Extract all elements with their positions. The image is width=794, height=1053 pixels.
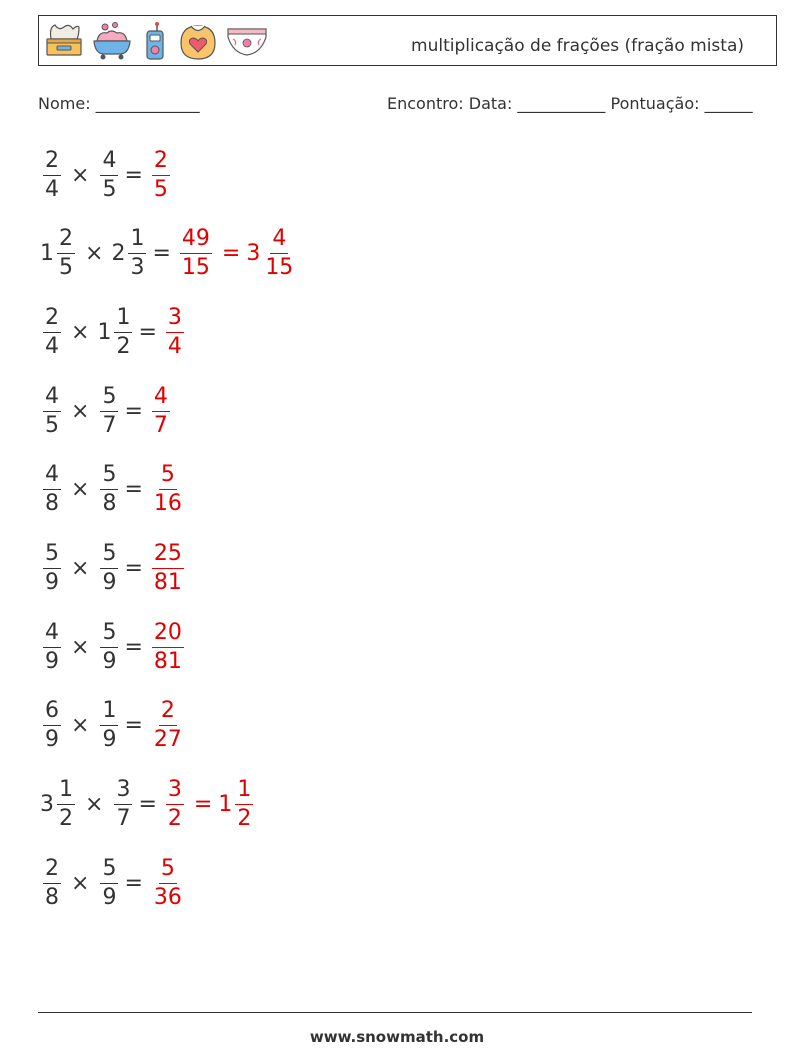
operand-a-group [40, 779, 77, 830]
operand-b-denominator: 5 [102, 176, 117, 202]
tissue-box-icon [43, 21, 85, 61]
answer-equals-sign: = [221, 241, 241, 267]
problem-row [40, 297, 186, 367]
operand-b-fraction [100, 543, 118, 594]
operand-a-numerator: 6 [43, 700, 61, 726]
operand-b-group [97, 147, 120, 202]
answer-denominator: 4 [167, 333, 182, 359]
operand-b-group [111, 779, 134, 830]
answer-mixed-denominator: 15 [265, 255, 294, 281]
operand-b-denominator: 9 [102, 884, 117, 910]
operand-a-denominator: 4 [45, 333, 59, 359]
operand-a-numerator: 2 [43, 307, 61, 333]
problem-row [40, 848, 186, 918]
operand-a-fraction [43, 619, 61, 674]
answer-fraction [152, 383, 170, 438]
operand-b-numerator: 5 [100, 858, 118, 884]
operand-b-denominator: 7 [116, 806, 131, 832]
answer-group [177, 228, 214, 279]
operand-b-fraction [100, 464, 118, 515]
answer-numerator: 3 [166, 779, 184, 805]
answer-numerator: 49 [180, 228, 212, 254]
answer-group [163, 304, 186, 359]
times-sign: × [71, 477, 90, 503]
operand-b-denominator: 9 [102, 570, 117, 595]
problem-row [40, 140, 172, 210]
operand-a-numerator: 4 [43, 622, 61, 648]
operand-b-numerator: 3 [114, 779, 132, 805]
answer-group [149, 855, 186, 910]
operand-a-denominator: 2 [59, 806, 73, 832]
times-sign: × [71, 319, 90, 345]
footer-divider [38, 1012, 752, 1013]
operand-a-whole: 1 [40, 241, 54, 267]
operand-b-group [97, 543, 120, 594]
diaper-icon [225, 21, 269, 61]
operand-a-fraction [43, 700, 61, 751]
operand-a-group [40, 855, 63, 910]
baby-bath-icon [91, 21, 133, 61]
operand-a-numerator: 5 [43, 543, 61, 569]
answer-mixed-numerator: 4 [270, 228, 288, 254]
operand-b-group [97, 700, 120, 751]
answer-group [149, 383, 172, 438]
answer-numerator: 20 [152, 622, 184, 648]
operand-b-group [111, 228, 148, 279]
operand-a-denominator: 9 [45, 648, 59, 674]
operand-a-numerator: 2 [43, 858, 61, 884]
operand-b-group [97, 619, 120, 674]
answer-denominator: 81 [153, 648, 182, 674]
operand-b-group [97, 304, 134, 359]
answer-numerator: 5 [159, 858, 177, 884]
answer-fraction [152, 855, 184, 910]
operand-a-denominator: 5 [45, 412, 59, 438]
operand-a-fraction [57, 779, 75, 830]
operand-b-fraction [100, 855, 118, 910]
answer-mixed-whole: 3 [246, 241, 261, 267]
operand-a-group [40, 619, 63, 674]
equals-sign: = [152, 241, 171, 267]
times-sign: × [85, 792, 104, 818]
baby-bib-icon [177, 21, 219, 61]
operand-a-numerator: 1 [57, 779, 75, 805]
operand-b-group [97, 383, 120, 438]
operand-a-fraction [43, 147, 61, 202]
operand-a-group [40, 383, 63, 438]
operand-a-denominator: 9 [45, 727, 59, 753]
worksheet-header [38, 15, 777, 66]
answer-numerator: 2 [152, 150, 170, 176]
operand-b-fraction [114, 779, 132, 830]
operand-b-group [97, 464, 120, 515]
operand-b-denominator: 2 [116, 333, 131, 359]
answer-denominator: 7 [153, 412, 168, 438]
answer-group [149, 147, 172, 202]
operand-a-fraction [43, 855, 61, 910]
answer-fraction [152, 147, 170, 202]
answer-mixed-whole: 1 [218, 792, 233, 818]
operand-a-group [40, 147, 63, 202]
equals-sign: = [124, 477, 143, 503]
problem-row [40, 770, 255, 840]
times-sign: × [71, 398, 90, 424]
answer-denominator: 2 [167, 806, 182, 832]
operand-a-whole: 3 [40, 792, 54, 818]
answer-mixed-group [218, 779, 255, 830]
equals-sign: = [124, 398, 143, 424]
problem-row [40, 219, 297, 289]
problem-row [40, 691, 186, 761]
operand-a-numerator: 4 [43, 386, 61, 412]
answer-denominator: 81 [153, 570, 182, 595]
operand-b-numerator: 1 [128, 228, 146, 254]
operand-a-denominator: 8 [45, 884, 59, 910]
answer-fraction [152, 464, 184, 515]
operand-a-fraction [43, 304, 61, 359]
answer-group [163, 779, 186, 830]
operand-b-numerator: 5 [100, 464, 118, 490]
equals-sign: = [124, 556, 143, 581]
operand-a-fraction [43, 543, 61, 594]
answer-denominator: 5 [153, 176, 168, 202]
equals-sign: = [124, 162, 143, 188]
worksheet-title: multiplicação de frações (fração mista) [411, 36, 744, 56]
times-sign: × [85, 241, 104, 267]
operand-b-denominator: 8 [102, 491, 117, 517]
answer-denominator: 27 [153, 727, 182, 753]
answer-group [149, 619, 186, 674]
operand-a-fraction [43, 464, 61, 515]
answer-group [149, 464, 186, 515]
answer-mixed-fraction [263, 228, 295, 279]
equals-sign: = [138, 319, 157, 345]
operand-b-whole: 1 [97, 319, 112, 345]
answer-equals-sign: = [193, 792, 213, 818]
answer-fraction [180, 228, 212, 279]
answer-fraction [152, 543, 184, 594]
answer-fraction [152, 619, 184, 674]
answer-denominator: 15 [181, 255, 210, 281]
operand-a-denominator: 9 [45, 570, 59, 595]
operand-b-whole: 2 [111, 241, 126, 267]
equals-sign: = [124, 634, 143, 660]
answer-mixed-numerator: 1 [235, 779, 253, 805]
operand-a-fraction [57, 228, 75, 279]
operand-a-group [40, 464, 63, 515]
times-sign: × [71, 870, 90, 896]
answer-numerator: 2 [159, 700, 177, 726]
times-sign: × [71, 713, 90, 739]
operand-b-numerator: 5 [100, 543, 118, 569]
operand-b-fraction [100, 700, 118, 751]
operand-a-numerator: 2 [43, 150, 61, 176]
operand-b-numerator: 1 [114, 307, 132, 333]
operand-b-denominator: 3 [130, 255, 145, 281]
date-score-label: Encontro: Data: ___________ Pontuação: ______ [387, 94, 753, 113]
answer-mixed-fraction [235, 779, 253, 830]
answer-fraction [166, 304, 184, 359]
problem-row [40, 455, 186, 525]
problem-row [40, 376, 172, 446]
answer-numerator: 5 [159, 464, 177, 490]
problem-row [40, 612, 186, 682]
baby-monitor-icon [139, 21, 171, 61]
answer-numerator: 4 [152, 386, 170, 412]
answer-denominator: 36 [153, 884, 182, 910]
operand-a-group [40, 543, 63, 594]
operand-a-group [40, 700, 63, 751]
operand-b-fraction [100, 383, 118, 438]
operand-b-numerator: 1 [100, 700, 118, 726]
operand-b-numerator: 4 [100, 150, 118, 176]
answer-denominator: 16 [153, 491, 182, 517]
operand-b-numerator: 5 [100, 386, 118, 412]
operand-a-group [40, 228, 77, 279]
answer-group [149, 543, 186, 594]
answer-fraction [152, 700, 184, 751]
operand-a-fraction [43, 383, 61, 438]
operand-b-fraction [100, 147, 118, 202]
footer-url: www.snowmath.com [309, 1028, 485, 1046]
operand-a-denominator: 8 [45, 491, 59, 517]
answer-mixed-group [246, 228, 297, 279]
problem-row [40, 534, 186, 604]
operand-a-numerator: 4 [43, 464, 61, 490]
operand-a-denominator: 5 [59, 255, 73, 281]
operand-b-fraction [114, 304, 132, 359]
operand-b-denominator: 7 [102, 412, 117, 438]
operand-b-numerator: 5 [100, 622, 118, 648]
header-icons [43, 20, 269, 62]
equals-sign: = [124, 870, 143, 896]
operand-b-denominator: 9 [102, 727, 117, 753]
times-sign: × [71, 634, 90, 660]
answer-mixed-denominator: 2 [237, 806, 252, 832]
answer-group [149, 700, 186, 751]
equals-sign: = [124, 713, 143, 739]
operand-b-group [97, 855, 120, 910]
answer-numerator: 25 [152, 543, 184, 569]
operand-b-denominator: 9 [102, 648, 117, 674]
answer-fraction [166, 779, 184, 830]
answer-numerator: 3 [166, 307, 184, 333]
times-sign: × [71, 556, 90, 581]
operand-a-numerator: 2 [57, 228, 75, 254]
equals-sign: = [138, 792, 157, 818]
times-sign: × [71, 162, 90, 188]
name-field-label: Nome: _____________ [38, 94, 200, 113]
operand-a-group [40, 304, 63, 359]
operand-b-fraction [100, 619, 118, 674]
operand-a-denominator: 4 [45, 176, 59, 202]
operand-b-fraction [128, 228, 146, 279]
